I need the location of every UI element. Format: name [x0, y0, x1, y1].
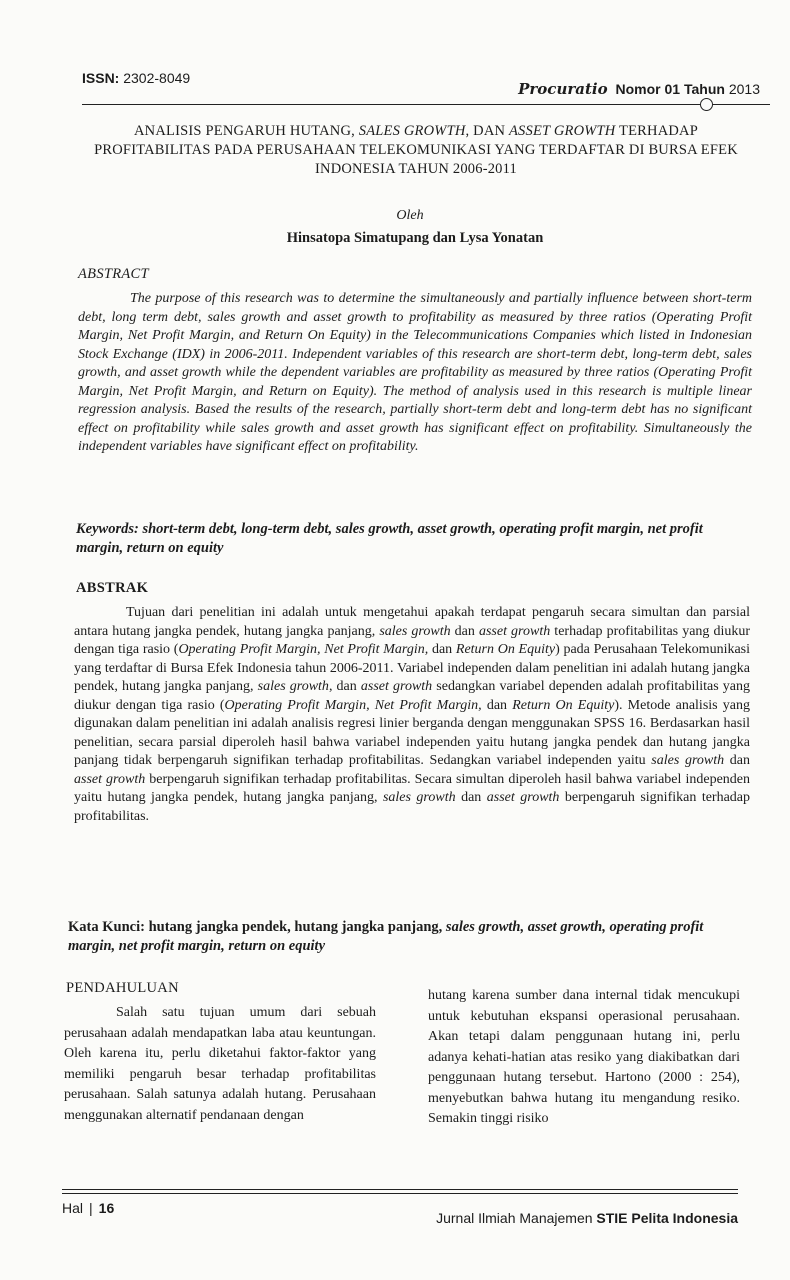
kata-kunci-plain: hutang jangka pendek, hutang jangka panjang, [148, 919, 446, 935]
issue-number: 01 [664, 81, 681, 97]
intro-column-right [428, 986, 740, 1130]
header-rule [82, 104, 770, 105]
abstract-text [78, 290, 752, 457]
abstract-heading: ABSTRACT [78, 266, 149, 282]
keywords [76, 520, 752, 558]
year: 2013 [728, 81, 760, 97]
intro-col2-text: hutang karena sumber dana internal tidak mencukupi untuk kebutuhan ekspansi operasional perusahaan. Akan tetapi dalam penggunaan hutang ini, perlu adanya kehati-hatian atas resiko yang diakibatkan dari penggunaan hutang tersebut. Hartono (2000 : 254), menyebutkan bahwa hutang itu mengandung resiko. Semakin tinggi risiko [428, 988, 740, 1126]
abstract-body: The purpose of this research was to determine the simultaneously and partially influence between short-term debt, long term debt, sales growth and asset growth to profitability as measured by three ratios (Operating Profit Margin, Net Profit Margin, and Return On Equity) in the Telecommunications Companies which listed in Indonesian Stock Exchange (IDX) in 2006-2011. Independent variables of this research are short-term debt, long-term debt, sales growth, and asset growth while the dependent variables are profitability as measured by three ratios (Operating Profit Margin, Net Profit Margin, and Return on Equity). The method of analysis used in this research is multiple linear regression analysis. Based the results of the research, partially short-term debt and long-term debt has no significant effect on profitability while sales growth and asset growth has significant effect on profitability. Simultaneously the independent variables have significant effect on profitability. [78, 291, 752, 454]
hal-label: Hal [62, 1200, 84, 1216]
header-circle-ornament [700, 98, 713, 111]
footer-journal [436, 1210, 738, 1226]
issn [82, 70, 190, 86]
kata-kunci-label: Kata Kunci: [68, 919, 145, 935]
kata-kunci [68, 918, 748, 956]
keywords-label: Keywords: [76, 521, 139, 537]
footer-rule-2 [62, 1193, 738, 1194]
year-prefix: Tahun [683, 81, 725, 97]
title-part: ANALISIS PENGARUH HUTANG, [134, 123, 359, 139]
issn-label: ISSN: [82, 70, 120, 86]
journal-issue [518, 80, 760, 98]
page-number-value: 16 [98, 1200, 115, 1216]
title-part: , DAN [465, 123, 509, 139]
intro-column-left [64, 1003, 376, 1126]
footer-rule [62, 1189, 738, 1190]
issue-prefix: Nomor [615, 81, 661, 97]
title-italic: SALES GROWTH [358, 123, 466, 139]
byline-oleh: Oleh [396, 208, 424, 223]
authors: Hinsatopa Simatupang dan Lysa Yonatan [286, 230, 544, 246]
page-number: Hal | 16 [62, 1200, 115, 1216]
title-italic: ASSET GROWTH [509, 123, 616, 139]
intro-heading: PENDAHULUAN [66, 980, 179, 996]
footer-institution: STIE Pelita Indonesia [596, 1210, 738, 1226]
abstrak-heading: ABSTRAK [76, 580, 149, 596]
kata-kunci-italic: sales growth, asset growth, operating profit margin, net profit margin, return on equity [68, 919, 704, 954]
paper-title [86, 122, 746, 179]
title-part: TERHADAP PROFITABILITAS PADA PERUSAHAAN TELEKOMUNIKASI YANG TERDAFTAR DI BURSA EFEK INDONESIA TAHUN 2006-2011 [94, 123, 738, 177]
footer-journal-name: Jurnal Ilmiah Manajemen [436, 1210, 593, 1226]
issn-number: 2302-8049 [123, 70, 191, 86]
journal-logo: Procuratio [518, 80, 608, 98]
abstrak-text: Tujuan dari penelitian ini adalah untuk mengetahui apakah terdapat pengaruh secara simultan dan parsial antara hutang jangka pendek, hutang jangka panjang, sales growth dan asset growth terhadap profitabilitas yang diukur dengan tiga rasio (Operating Profit Margin, Net Profit Margin, dan Return On Equity) pada Perusahaan Telekomunikasi yang terdaftar di Bursa Efek Indonesia tahun 2006-2011. Variabel independen dalam penelitian ini adalah hutang jangka pendek, hutang jangka panjang, sales growth, dan asset growth sedangkan variabel dependen adalah profitabilitas yang diukur dengan tiga rasio (Operating Profit Margin, Net Profit Margin, dan Return On Equity). Metode analisis yang digunakan dalam penelitian ini adalah analisis regresi linier berganda dengan menggunakan SPSS 16. Berdasarkan hasil penelitian, secara parsial diperoleh hasil bahwa variabel independen yaitu hutang jangka pendek dan hutang jangka panjang tidak berpengaruh signifikan terhadap profitabilitas. Sedangkan variabel independen yaitu sales growth dan asset growth berpengaruh signifikan terhadap profitabilitas. Secara simultan diperoleh hasil bahwa variabel independen yaitu hutang jangka pendek, hutang jangka panjang, sales growth dan asset growth berpengaruh signifikan terhadap profitabilitas. [74, 605, 751, 824]
intro-col1-text: Salah satu tujuan umum dari sebuah perusahaan adalah mendapatkan laba atau keuntungan. Oleh karena itu, perlu diketahui faktor-faktor yang memiliki pengaruh besar terhadap profitabilitas perusahaan. Salah satunya adalah hutang. Perusahaan menggunakan alternatif pendanaan dengan [64, 1005, 376, 1123]
keywords-list: short-term debt, long-term debt, sales growth, asset growth, operating profit margin, net profit margin, return on equity [76, 521, 703, 556]
